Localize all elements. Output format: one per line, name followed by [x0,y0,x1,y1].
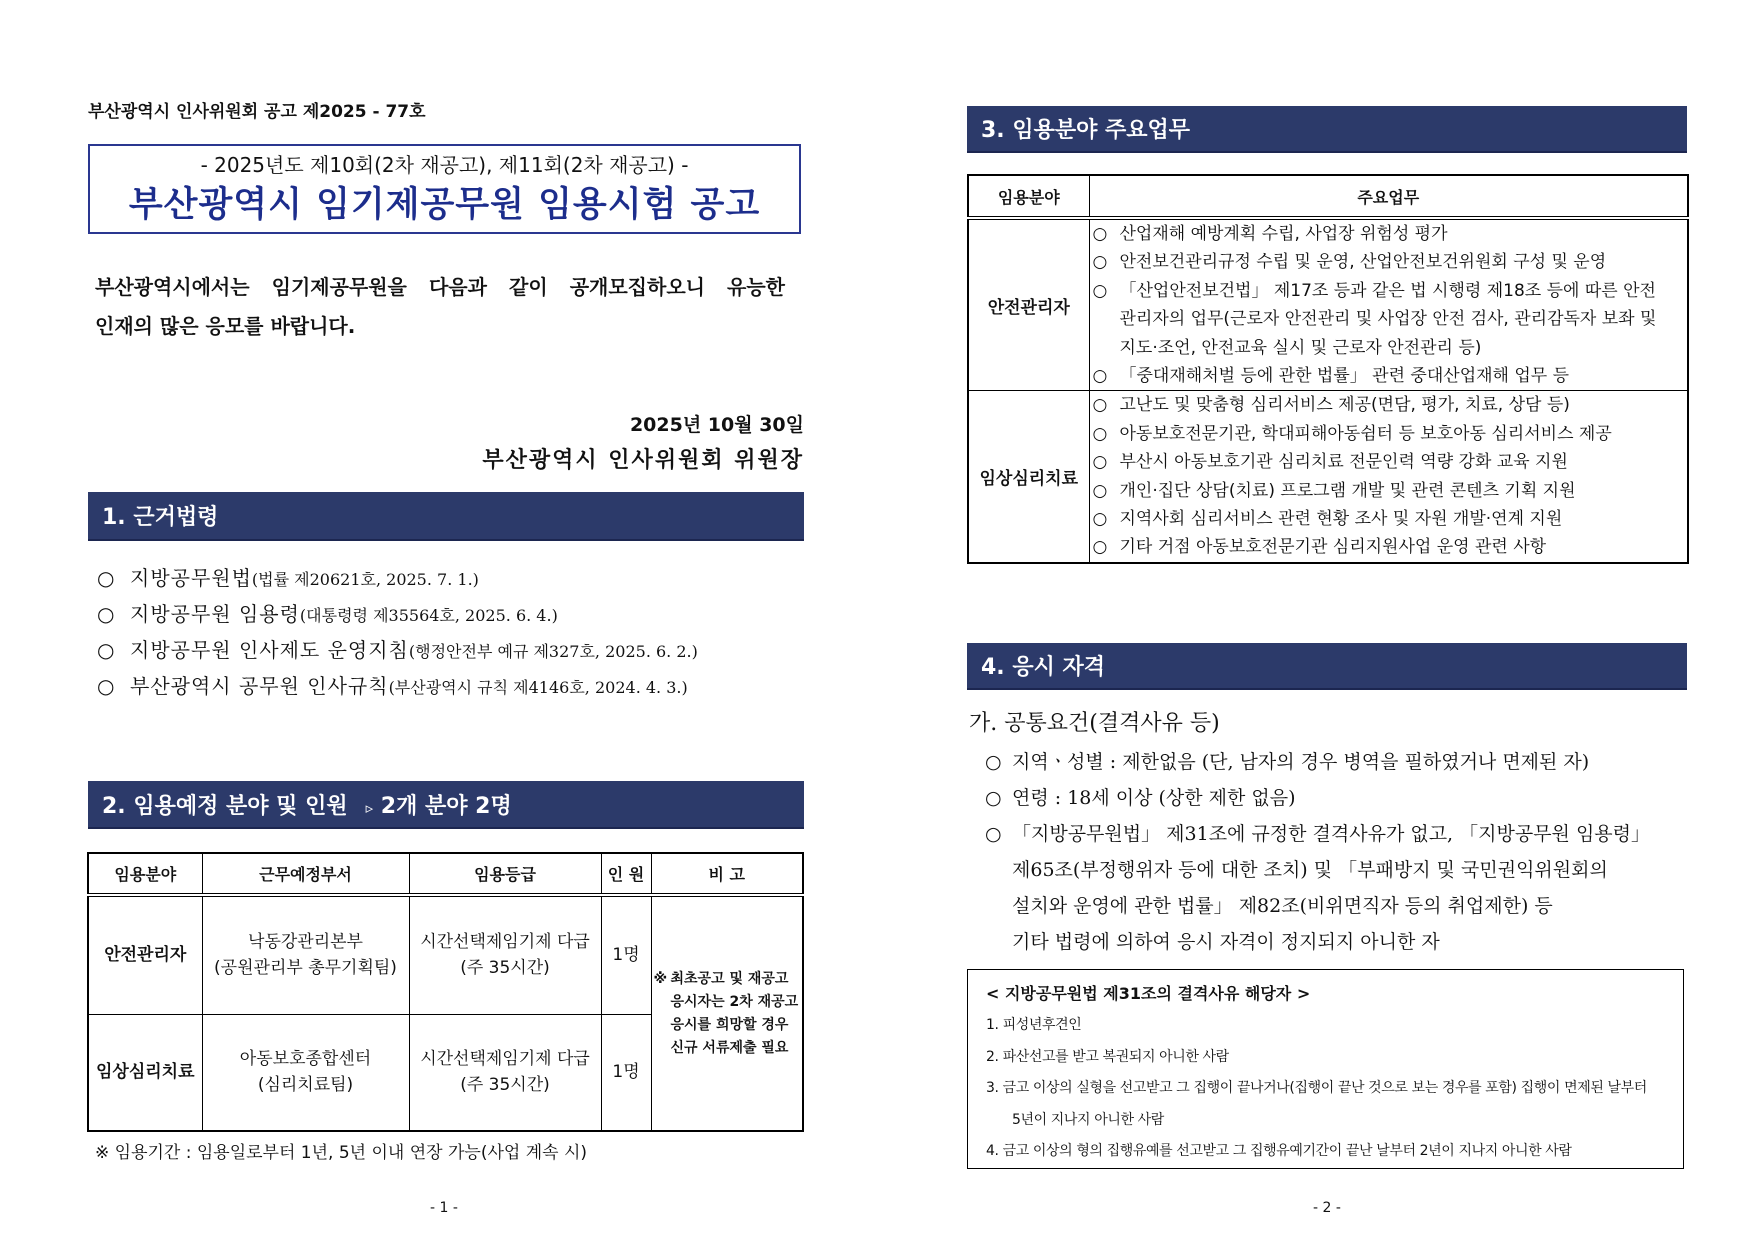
duty-text: 부산시 아동보호기관 심리치료 전문인력 역량 강화 교육 지원 [1119,452,1568,473]
remark-line: 응시를 희망할 경우 [670,1016,789,1033]
table-row [968,218,1688,391]
list-item: 1. 피성년후견인 [986,1017,1082,1033]
duty-text-continuation: 지도·조언, 안전교육 실시 및 근로자 안전관리 등) [1119,337,1482,358]
circle-bullet-icon: ○ [97,566,115,590]
duty-text: 「중대재해처벌 등에 관한 법률」 관련 중대산업재해 업무 등 [1119,365,1570,386]
notice-number: 부산광역시 인사위원회 공고 제2025 - 77호 [88,102,426,122]
section-summary [366,789,512,820]
department-cell [202,1014,409,1131]
intro-paragraph [95,268,785,346]
list-item [97,560,698,596]
field-cell: 임상심리치료 [968,391,1089,563]
headcount-cell: 1명 [601,895,651,1014]
law-name: 지방공무원법 [130,566,252,590]
qualification-text: 「지방공무원법」 제31조에 규정한 결격사유가 없고, 「지방공무원 임용령」 [1012,823,1651,845]
grade-hours: (주 35시간) [460,958,550,979]
list-item [985,780,1650,816]
duty-text: 고난도 및 맞춤형 심리서비스 제공(면담, 평가, 치료, 상담 등) [1119,395,1570,416]
duty-text: 지역사회 심리서비스 관련 현황 조사 및 자원 개발·연계 지원 [1119,508,1563,529]
legal-basis-list [97,560,698,704]
positions-table-wrapper [87,852,802,1132]
disqualification-box [967,969,1684,1169]
field-cell: 임상심리치료 [88,1014,202,1131]
remark-line [653,968,801,991]
law-detail: (법률 제20621호, 2025. 7. 1.) [251,570,479,589]
list-item: 4. 금고 이상의 형의 집행유예를 선고받고 그 집행유예기간이 끝난 날부터 2년이 지나지 아니한 사람 [986,1143,1572,1159]
qualification-text-continuation: 기타 법령에 의하여 응시 자격이 정지되지 아니한 자 [1012,931,1440,953]
section-title: 2. 임용예정 분야 및 인원 [102,793,348,819]
page-number: - 2 - [1313,1200,1341,1216]
remark-cell [651,895,803,1131]
circle-bullet-icon: ○ [1092,224,1108,244]
duty-text: 산업재해 예방계획 수립, 사업장 위험성 평가 [1119,224,1448,244]
grade-cell [409,895,601,1014]
department-team: (심리치료팀) [257,1075,354,1096]
qualification-text-continuation: 설치와 운영에 관한 법률」 제82조(비위면직자 등의 취업제한) 등 [1012,895,1553,917]
circle-bullet-icon: ○ [985,751,1002,773]
qualification-text: 지역ㆍ성별 : 제한없음 (단, 남자의 경우 병역을 필하였거나 면제된 자) [1012,751,1590,773]
duty-item [1093,533,1685,561]
section-title: 3. 임용분야 주요업무 [981,118,1190,143]
table-row [88,895,803,1014]
duty-item [1093,477,1685,505]
duty-item [1093,248,1685,276]
page-number: - 1 - [430,1200,458,1216]
circle-bullet-icon: ○ [1092,537,1108,558]
list-item [97,668,698,704]
circle-bullet-icon: ○ [1092,365,1108,386]
duty-item [1093,277,1685,305]
qualification-list [985,744,1650,960]
circle-bullet-icon: ○ [1092,252,1108,273]
duty-item [1093,448,1685,476]
law-name: 지방공무원 인사제도 운영지침 [130,638,409,662]
circle-bullet-icon: ○ [1092,423,1108,444]
law-name: 부산광역시 공무원 인사규칙 [130,674,389,698]
law-name: 지방공무원 임용령 [130,602,300,626]
remark-note [652,968,803,1060]
department-team: (공원관리부 총무기획팀) [214,958,397,979]
column-header: 비 고 [651,853,803,895]
grade-cell [409,1014,601,1131]
circle-bullet-icon: ○ [1092,395,1108,416]
list-item [97,596,698,632]
disqualification-list [986,1010,1647,1168]
table-header-row [968,175,1688,218]
column-header: 임용분야 [968,175,1089,218]
duty-text: 「산업안전보건법」 제17조 등과 같은 법 시행령 제18조 등에 따른 안전 [1119,280,1656,301]
duty-text-continuation: 관리자의 업무(근로자 안전관리 및 사업장 안전 검사, 관리감독자 보좌 및 [1119,309,1657,330]
reference-mark-icon: ※ [653,970,668,987]
appointment-period-note: ※ 임용기간 : 임용일로부터 1년, 5년 이내 연장 가능(사업 계속 시) [95,1143,588,1163]
subsection-title: 가. 공통요건(결격사유 등) [969,711,1220,736]
box-title: < 지방공무원법 제31조의 결격사유 해당자 > [986,984,1311,1003]
remark-line: 응시자는 2차 재공고 [670,993,799,1010]
duties-cell [1089,391,1688,563]
department-name: 낙동강관리본부 [248,932,363,953]
circle-bullet-icon: ○ [97,674,115,698]
triangle-right-icon: ▹ [365,798,374,817]
section-header-legal-basis [88,492,804,541]
duty-text: 아동보호전문기관, 학대피해아동쉼터 등 보호아동 심리서비스 제공 [1119,423,1612,444]
grade-name: 시간선택제임기제 다급 [420,932,590,953]
circle-bullet-icon: ○ [97,638,115,662]
circle-bullet-icon: ○ [985,823,1002,845]
list-item: 3. 금고 이상의 실형을 선고받고 그 집행이 끝나거나(집행이 끝난 것으로 보는 경우를 포함) 집행이 면제된 날부터 [986,1080,1647,1096]
list-item: 2. 파산선고를 받고 복권되지 아니한 사람 [986,1048,1229,1065]
section-title: 4. 응시 자격 [981,655,1105,680]
department-cell [202,895,409,1014]
column-header: 인 원 [601,853,651,895]
remark-text: 최초공고 및 재공고 [670,970,789,987]
law-detail: (대통령령 제35564호, 2025. 6. 4.) [299,606,558,625]
intro-line: 부산광역시에서는 임기제공무원을 다음과 같이 공개모집하오니 유능한 [95,275,785,299]
field-cell: 안전관리자 [968,218,1089,391]
duties-cell [1089,218,1688,391]
duty-text: 기타 거점 아동보호전문기관 심리지원사업 운영 관련 사항 [1119,537,1547,558]
list-item [985,816,1650,852]
law-detail: (부산광역시 규칙 제4146호, 2024. 4. 3.) [388,678,688,697]
circle-bullet-icon: ○ [1092,280,1108,301]
section-header-positions [88,781,804,829]
duty-item [1093,391,1685,419]
list-item [985,744,1650,780]
circle-bullet-icon: ○ [1092,508,1108,529]
column-header: 임용등급 [409,853,601,895]
remark-line: 신규 서류제출 필요 [670,1039,789,1056]
duties-table-wrapper [967,174,1687,564]
duties-table [967,174,1689,564]
duty-item [1093,505,1685,533]
issuer: 부산광역시 인사위원회 위원장 [482,448,804,473]
page-title: 부산광역시 임기제공무원 임용시험 공고 [128,185,761,225]
table-header-row [88,853,803,895]
circle-bullet-icon: ○ [1092,480,1108,501]
section-header-qualifications [967,643,1687,690]
qualification-text-continuation: 제65조(부정행위자 등에 대한 조치) 및 「부패방지 및 국민권익위원회의 [1012,859,1608,881]
circle-bullet-icon: ○ [985,787,1002,809]
field-cell: 안전관리자 [88,895,202,1014]
grade-hours: (주 35시간) [460,1075,550,1096]
circle-bullet-icon: ○ [97,602,115,626]
column-header: 근무예정부서 [202,853,409,895]
summary-text: 2개 분야 2명 [380,793,512,819]
column-header: 임용분야 [88,853,202,895]
intro-line: 인재의 많은 응모를 바랍니다. [95,314,356,338]
department-name: 아동보호종합센터 [239,1049,372,1070]
duty-item [1093,420,1685,448]
grade-name: 시간선택제임기제 다급 [420,1049,590,1070]
title-box [88,144,801,234]
duty-item [1093,362,1685,390]
list-item [97,632,698,668]
positions-table [87,852,804,1132]
announcement-date: 2025년 10월 30일 [629,414,804,436]
section-header-main-duties [967,106,1687,153]
qualification-text: 연령 : 18세 이상 (상한 제한 없음) [1012,787,1296,809]
column-header: 주요업무 [1089,175,1688,218]
section-title: 1. 근거법령 [102,505,219,530]
headcount-cell: 1명 [601,1014,651,1131]
title-subtitle: - 2025년도 제10회(2차 재공고), 제11회(2차 재공고) - [200,153,689,177]
duty-item [1093,220,1685,248]
circle-bullet-icon: ○ [1092,452,1108,473]
law-detail: (행정안전부 예규 제327호, 2025. 6. 2.) [408,642,698,661]
duty-text: 개인·집단 상담(치료) 프로그램 개발 및 관련 콘텐츠 기획 지원 [1119,480,1576,501]
duty-text: 안전보건관리규정 수립 및 운영, 산업안전보건위원회 구성 및 운영 [1119,252,1607,273]
list-item-continuation: 5년이 지나지 아니한 사람 [1012,1111,1164,1128]
table-row [968,391,1688,563]
